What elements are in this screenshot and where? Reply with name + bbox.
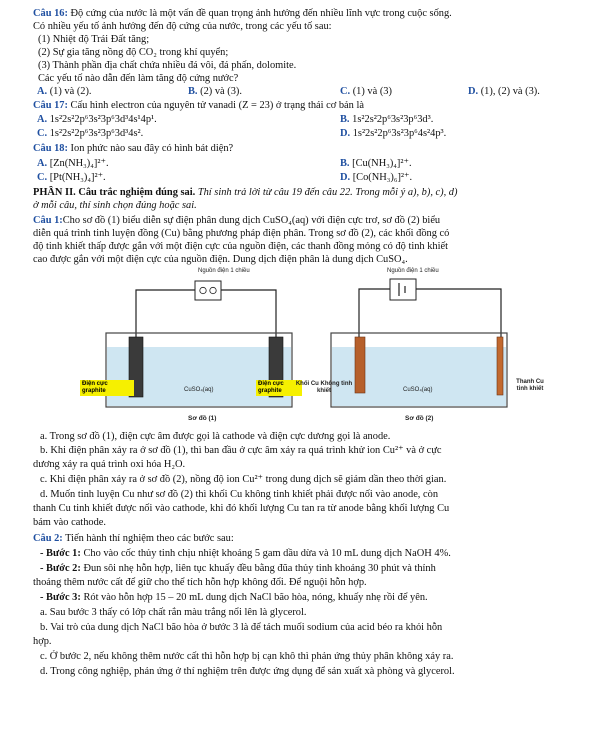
c1-statement-a[interactable]: a. Trong sơ đồ (1), điện cực âm được gọi là cathode và điện cực dương gọi là anode. [40, 431, 391, 442]
c2-step-3-label: - Bước 3: [40, 592, 81, 603]
diagram-2-solution-label: CuSO₄(aq) [403, 387, 433, 393]
q18-option-a[interactable]: A. [Zn(NH₃)₄]²⁺. [37, 158, 109, 169]
q16-factor-1: (1) Nhiệt độ Trái Đất tăng; [38, 34, 150, 45]
power-source-2-box [390, 279, 416, 300]
wire-2-left [359, 289, 390, 337]
c2-label: Câu 2: [33, 533, 63, 544]
diagram-1-caption: Sơ đồ (1) [188, 415, 217, 422]
c2-statement-c[interactable]: c. Ở bước 2, nếu không thêm nước cất thì hỗn hợp bị cạn khô thì phản ứng thủy phân không xảy ra. [40, 651, 454, 662]
c2-step-1 [40, 547, 581, 560]
q16-label: Câu 16: [33, 8, 68, 19]
diagram-2 [295, 265, 570, 427]
diagram-1-left-electrode-label: Điện cực graphite [80, 380, 134, 396]
c2-statement-a[interactable]: a. Sau bước 3 thấy có lớp chất rắn màu trắng nổi lên là glycerol. [40, 607, 307, 618]
part2-note-2: ở mỗi câu, thí sinh chọn đúng hoặc sai. [33, 200, 197, 211]
c1-statement-d-3: bám vào cathode. [33, 517, 106, 528]
diagram-1-solution-label: CuSO₄(aq) [184, 387, 214, 393]
pure-copper-strip [497, 337, 503, 395]
q16-option-a[interactable]: A. (1) và (2). [37, 86, 92, 97]
q17-stem: Cấu hình electron của nguyên tử vanadi (Z = 23) ở trạng thái cơ bản là [67, 100, 364, 111]
q16-line-1 [33, 7, 581, 20]
c1-line-4: cao được gắn với một điện cực của nguồn điện. Dung dịch điện phân là dung dịch CuSO₄. [33, 254, 408, 265]
q16-option-b[interactable]: B. (2) và (3). [188, 86, 242, 97]
c2-step-2-label: - Bước 2: [40, 563, 81, 574]
power-source-1-box [195, 281, 221, 300]
c2-step-3 [40, 591, 581, 604]
q17-option-b[interactable]: B. 1s²2s²2p⁶3s²3p⁶3d³. [340, 114, 434, 125]
diagram-2-impure-label: Khối Cu Không tinh khiết [295, 381, 353, 394]
c2-step-1-label: - Bước 1: [40, 548, 81, 559]
diagram-2-source-label: Nguồn điện 1 chiều [387, 268, 439, 274]
q17-option-a[interactable]: A. 1s²2s²2p⁶3s²3p⁶3d³4s¹4p¹. [37, 114, 157, 125]
diagram-2-drawing [325, 265, 570, 427]
c1-line-2: diễn quá trình tinh luyện đồng (Cu) bằng phương pháp điện phân. Trong sơ đồ (2), các khối đồng có [33, 228, 450, 239]
diagram-1-source-label: Nguồn điện 1 chiều [198, 268, 250, 274]
part2-heading [33, 186, 581, 199]
wire-2-right [416, 289, 501, 337]
q17-label: Câu 17: [33, 100, 68, 111]
c2-statement-b-1[interactable]: b. Vai trò của dung dịch NaCl bão hòa ở bước 3 là để tách muối sodium của acid béo ra khỏi hỗn [40, 622, 443, 633]
part2-note-1: Thí sinh trả lời từ câu 19 đến câu 22. Trong mỗi ý a), b), c), d) [195, 187, 458, 198]
c2-step-2 [40, 562, 581, 575]
c2-step-3-text: Rót vào hỗn hợp 15 – 20 mL dung dịch NaCl bão hòa, nóng, khuấy nhẹ rồi để yên. [80, 592, 428, 603]
c2-statement-b-2: hợp. [33, 636, 52, 647]
q18-line [33, 142, 581, 155]
diagram-2-pure-label: Thanh Cu tinh khiết [516, 379, 544, 392]
q18-option-b[interactable]: B. [Cu(NH₃)₄]²⁺. [340, 158, 412, 169]
q18-option-d[interactable]: D. [Co(NH₃)₆]²⁺. [340, 172, 413, 183]
part2-title: PHẦN II. Câu trắc nghiệm đúng sai. [33, 187, 196, 198]
q17-option-c[interactable]: C. 1s²2s²2p⁶3s²3p⁶3d³4s². [37, 128, 144, 139]
q18-option-c[interactable]: C. [Pt(NH₃)₄]²⁺. [37, 172, 106, 183]
q16-factor-2: (2) Sự gia tăng nồng độ CO₂ trong khí quyển; [38, 47, 229, 58]
diagram-1 [82, 265, 295, 427]
q16-stem: Độ cứng của nước là một vấn đề quan trọng ảnh hưởng đến nhiều lĩnh vực trong cuộc sống. [67, 8, 452, 19]
q17-line [33, 99, 581, 112]
c1-statement-b-2: dương xảy ra quá trình oxi hóa H₂O. [33, 459, 186, 470]
c1-stem-1: Cho sơ đồ (1) biểu diễn sự điện phân dung dịch CuSO₄(aq) với điện cực trơ, sơ đồ (2) biểu [62, 215, 441, 226]
c1-label: Câu 1: [33, 215, 63, 226]
q17-option-d[interactable]: D. 1s²2s²2p⁶3s²3p⁶4s²4p³. [340, 128, 447, 139]
c1-statement-b-1[interactable]: b. Khi điện phân xảy ra ở sơ đồ (1), thì ban đầu ở cực âm xảy ra quá trình khử ion Cu²⁺ và ở cực [40, 445, 442, 456]
c2-stem: Tiến hành thí nghiệm theo các bước sau: [62, 533, 234, 544]
c2-statement-d[interactable]: d. Trong công nghiệp, phản ứng ở thí nghiệm trên được ứng dụng để sản xuất xà phòng và glycerol. [40, 666, 455, 677]
q16-line-2: Có nhiều yếu tố ảnh hưởng đến độ cứng của nước, trong các yếu tố sau: [33, 21, 332, 32]
q18-label: Câu 18: [33, 143, 68, 154]
q16-option-d[interactable]: D. (1), (2) và (3). [468, 86, 540, 97]
q16-question: Các yếu tố nào dẫn đến làm tăng độ cứng nước? [38, 73, 239, 84]
diagram-1-right-electrode-label: Điện cực graphite [256, 380, 302, 396]
q16-option-c[interactable]: C. (1) và (3) [340, 86, 392, 97]
c2-step-1-text: Cho vào cốc thủy tinh chịu nhiệt khoảng 5 gam dầu dừa và 10 mL dung dịch NaOH 4%. [80, 548, 451, 559]
c1-statement-c[interactable]: c. Khi điện phân xảy ra ở sơ đồ (2), nồng độ ion Cu²⁺ trong dung dịch sẽ giảm dần theo thời gian. [40, 474, 447, 485]
q16-factor-3: (3) Thành phần địa chất chứa nhiều đá vôi, đá phấn, dolomite. [38, 60, 297, 71]
c1-statement-d-2: thanh Cu tinh khiết được nối vào cathode, khi đó khối lượng Cu tan ra từ anode bằng khối lượng Cu [33, 503, 450, 514]
diagram-1-drawing [100, 265, 295, 427]
c2-step-2-text: Đun sôi nhẹ hỗn hợp, liên tục khuấy đều bằng đũa thủy tinh khoảng 30 phút và thỉnh [80, 563, 436, 574]
c1-statement-d-1[interactable]: d. Muốn tinh luyện Cu như sơ đồ (2) thì khối Cu không tinh khiết phải được nối vào anode, còn [40, 489, 439, 500]
diagram-2-caption: Sơ đồ (2) [405, 415, 434, 422]
c2-step-2-cont: thoảng thêm nước cất để giữ cho thể tích hỗn hợp không đổi. Để nguội hỗn hợp. [33, 577, 367, 588]
c2-line [33, 532, 581, 545]
c1-line-1 [33, 214, 581, 227]
c1-line-3: độ tinh khiết thấp được gắn với một điện cực của nguồn điện, các thanh đồng mỏng có độ tinh khiết [33, 241, 448, 252]
q18-stem: Ion phức nào sau đây có hình bát diện? [67, 143, 234, 154]
